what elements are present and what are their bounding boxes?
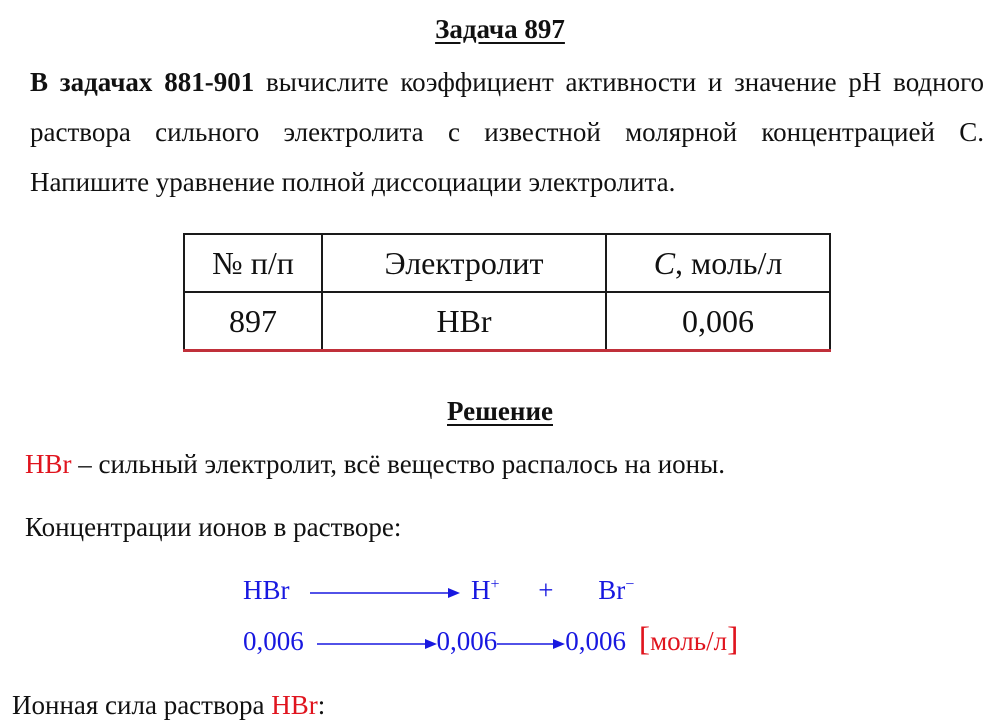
dissociation-text: – сильный электролит, всё вещество распалось на ионы. (71, 449, 726, 479)
ionic-strength-statement (12, 690, 325, 721)
br-charge: − (625, 576, 635, 593)
problem-statement (30, 57, 984, 207)
formula-hbr: HBr (25, 449, 72, 479)
concentration-equation (243, 621, 738, 659)
cell-concentration: 0,006 (606, 292, 830, 351)
ionic-strength-text: Ионная сила раствора (12, 690, 272, 720)
problem-title: Задача 897 (435, 14, 565, 44)
header-electrolyte: Электролит (322, 234, 606, 292)
statement-line-3: Напишите уравнение полной диссоциации электролита. (30, 167, 676, 197)
h-charge: + (490, 576, 500, 593)
problem-data-table (183, 233, 831, 352)
header-concentration: C, моль/л (606, 234, 830, 292)
formula-hbr-ionic: HBr (271, 690, 318, 720)
solution-title: Решение (447, 396, 553, 426)
h-concentration: 0,006 (436, 626, 498, 656)
cell-electrolyte: HBr (322, 292, 606, 351)
ionic-strength-colon: : (317, 690, 326, 720)
cell-number: 897 (184, 292, 322, 351)
product-h: H (471, 575, 491, 605)
reactant-concentration: 0,006 (243, 626, 304, 656)
statement-line-1: вычислите коэффициент активности и значение pH водного (265, 67, 985, 97)
header-number: № п/п (184, 234, 322, 292)
reaction-arrow-icon (310, 586, 460, 600)
reactant: HBr (243, 575, 290, 605)
plus-sign: + (538, 575, 554, 605)
dissociation-statement (25, 449, 725, 480)
concentration-unit: [моль/л] (638, 621, 739, 658)
problem-range: В задачах 881-901 (30, 67, 255, 97)
table-row (184, 292, 830, 351)
br-concentration: 0,006 (565, 626, 626, 656)
statement-line-2: раствора сильного электролита с известной молярной концентрацией С. (30, 117, 984, 147)
dissociation-equation (243, 575, 634, 606)
product-br: Br (598, 575, 626, 605)
reaction-arrow-icon (497, 637, 565, 651)
concentration-intro: Концентрации ионов в растворе: (25, 512, 402, 542)
reaction-arrow-icon (317, 637, 437, 651)
table-header-row (184, 234, 830, 292)
